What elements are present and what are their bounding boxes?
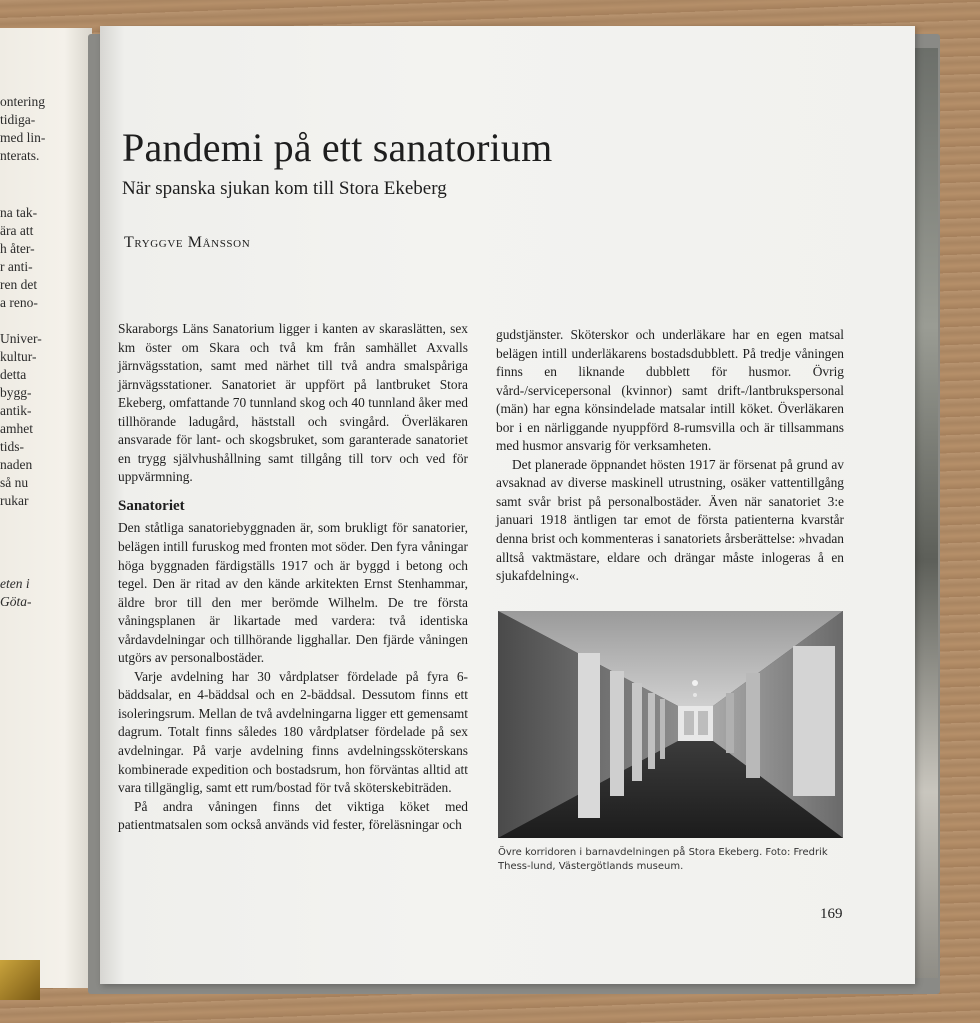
left-page-line: eten i [0, 576, 30, 591]
body-paragraph: Det planerade öppnandet hösten 1917 är försenat på grund av avsaknad av diverse maskinell utrustning, osäker vattentillgång samt svår brist på personalbostäder. Även när sanatoriet 3:e januari 1918 äntligen tar emot de första patienterna kvarstår denna brist och kommenteras i sanatoriets årsberättelse: »hvadan alltså vaktmästare, eldare och drängar måste inlogeras å en sjukafdelning«. [496, 456, 844, 584]
left-page-line: ära att [0, 223, 34, 238]
photo-bleed-edge [912, 48, 938, 978]
gilded-page-edge [0, 960, 40, 1000]
left-page-line: så nu [0, 475, 29, 490]
left-page-line: tidiga- [0, 112, 36, 127]
left-page-line: r anti- [0, 259, 33, 274]
left-page-line: med lin- [0, 130, 46, 145]
left-page-line: amhet [0, 421, 33, 436]
left-page-line: detta [0, 367, 27, 382]
corridor-photo [498, 611, 843, 838]
page-number: 169 [820, 906, 843, 922]
left-page-line: Univer- [0, 331, 42, 346]
left-column [118, 320, 468, 835]
left-page-line: h åter- [0, 241, 35, 256]
article-title: Pandemi på ett sanatorium [122, 125, 553, 170]
body-paragraph: På andra våningen finns det viktiga köket med patientmatsalen som också används vid fester, föreläsningar och [118, 798, 468, 833]
left-page-line: kultur- [0, 349, 37, 364]
intro-paragraph: Skaraborgs Läns Sanatorium ligger i kanten av skaraslätten, sex km öster om Skara och två km från samhället Axvalls järnvägsstation, samt med närhet till två andra smalspåriga järnvägsstationer. Sanatoriet är uppfört på lantbruket Stora Ekeberg, omfattande 70 tunnland skog och 40 tunnland åker med tillhörande ladugård, häststall och svingård. Överläkaren ansvarade för lant- och skogsbruket, som garanterade sanatoriet en trygg självhushållning samt tillgång till torv och ved för uppvärmning. [118, 321, 468, 485]
right-page [100, 26, 915, 984]
left-page-line: naden [0, 457, 33, 472]
left-page-line: rukar [0, 493, 29, 508]
article-author: Tryggve Månsson [124, 234, 251, 251]
left-page-line: tids- [0, 439, 25, 454]
corridor-photo-image [498, 611, 843, 838]
photo-caption: Övre korridoren i barnavdelningen på Stora Ekeberg. Foto: Fredrik Thess-lund, Västergötlands museum. [498, 847, 828, 872]
body-paragraph: Varje avdelning har 30 vårdplatser fördelade på fyra 6-bäddsalar, en 4-bäddsal och en 2-bäddsal. Dessutom finns ett isoleringsrum. Mellan de två avdelningarna ligger ett gemensamt dagrum. Totalt finns således 180 vårdplatser fördelade på sex avdelningar. På varje avdelning finns avdelningssköterskans kombinerade expedition och bostadsrum, hon förväntas alltid att vara tillgänglig, samt ett rum/bostad för två sköterskebiträden. [118, 668, 468, 796]
left-page-line: na tak- [0, 205, 38, 220]
left-page-line: a reno- [0, 295, 38, 310]
left-page-line: ren det [0, 277, 38, 292]
article-subtitle: När spanska sjukan kom till Stora Ekeberg [122, 178, 447, 199]
left-page-line: antik- [0, 403, 32, 418]
left-page-line: ontering [0, 94, 45, 109]
left-page-line: nterats. [0, 148, 40, 163]
left-page-line: Göta- [0, 594, 32, 609]
body-paragraph: gudstjänster. Sköterskor och underläkare har en egen matsal belägen intill underläkarens bostadsdubblett. På tredje våningen finns en liknande dubblett för husmor. Övrig vård-/servicepersonal (kvinnor) samt drift-/lantbrukspersonal (män) har egna könsindelade matsalar intill köket. Överläkaren bor i en närliggande nyuppförd 8-rumsvilla och är tillsammans med husmor ansvarig för verksamheten. [496, 327, 844, 454]
body-paragraph: Den ståtliga sanatoriebyggnaden är, som brukligt för sanatorier, belägen intill furuskog med fronten mot söder. Den fyra våningar höga byggnaden färdigställs 1917 och är byggd i betong och tegel. Den är ritad av den kände arkitekten Ernst Stenhammar, äldre bror till den mer berömde Wilhelm. De tre första våningsplanen är likartade med vardera: två identiska vårdavdelningar och tillhörande ligghallar. Den fjärde våningen utgörs av personalbostäder. [118, 520, 468, 666]
section-heading: Sanatoriet [118, 497, 185, 514]
right-column [496, 326, 844, 586]
left-page [0, 28, 92, 988]
left-page-line: bygg- [0, 385, 32, 400]
